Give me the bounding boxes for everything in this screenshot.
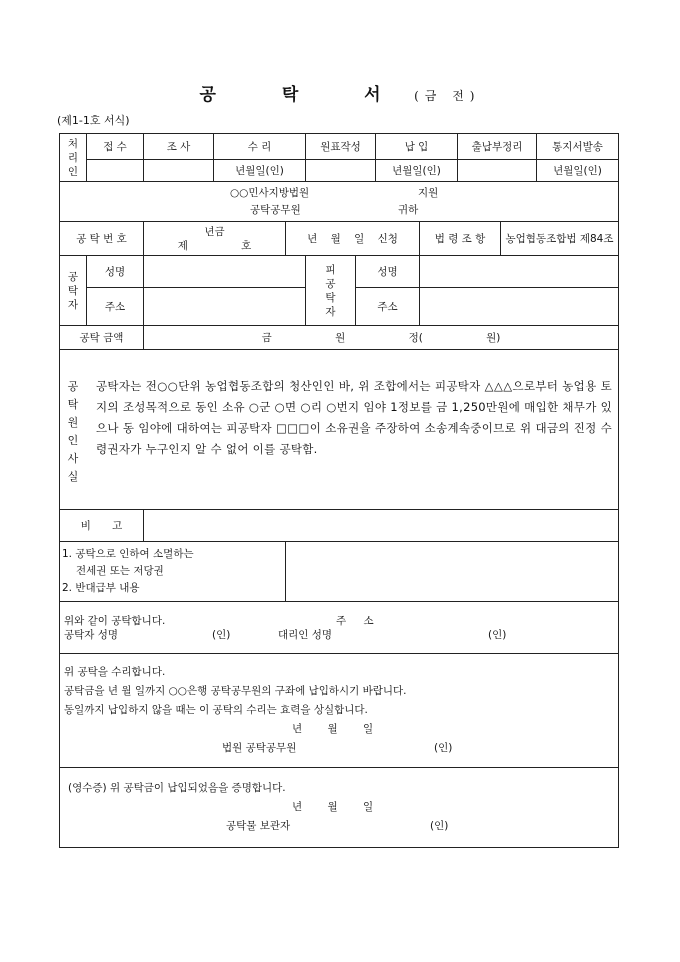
depositee-address[interactable]: [420, 288, 619, 326]
header-payment: 납 입: [376, 134, 458, 160]
extinguish-line3: 2. 반대급부 내용: [62, 582, 140, 594]
amount-value[interactable]: 금 원 정( 원): [144, 326, 619, 350]
value-payment[interactable]: 년월일(인): [376, 160, 458, 182]
extinguish-line2: 전세권 또는 저당권: [76, 565, 164, 577]
title-sub: (금 전): [414, 89, 481, 103]
depositor-seal[interactable]: (인): [212, 628, 231, 641]
acceptance-row: [60, 654, 619, 768]
case-number-value[interactable]: [144, 222, 286, 256]
case-number: 제 호: [177, 239, 252, 252]
depositee-name-label: 성명: [356, 256, 420, 288]
depositor-name-label: 성명: [87, 256, 144, 288]
deposit-form-table: [59, 133, 619, 848]
acceptance-line2: 공탁금을 년 월 일까지 ○○은행 공탁공무원의 구좌에 납입하시기 바랍니다.: [64, 685, 407, 697]
cause-cell: [60, 350, 619, 510]
declaration-text: 위와 같이 공탁합니다.: [64, 614, 166, 627]
receipt-seal[interactable]: (인): [430, 820, 449, 832]
agent-signature-label: 대리인 성명: [278, 628, 333, 641]
header-acceptance: 수 리: [214, 134, 306, 160]
document-title: [0, 80, 680, 105]
declaration-cell: [60, 602, 619, 654]
processing-header-row: [60, 134, 619, 160]
processing-label: 처 리 인: [60, 134, 87, 182]
processing-value-row: [60, 160, 619, 182]
cause-row: [60, 350, 619, 510]
addressee-row: [60, 182, 619, 222]
receipt-line1: (영수증) 위 공탁금이 납입되었음을 증명합니다.: [68, 782, 286, 794]
court-name: ○○민사지방법원: [230, 186, 310, 199]
receipt-cell: [60, 768, 619, 848]
acceptance-line3: 동일까지 납입하지 않을 때는 이 공탁의 수리는 효력을 상실합니다.: [64, 704, 368, 716]
honorific-label: 귀하: [398, 203, 419, 216]
title-main: 공 탁 서: [199, 85, 411, 105]
receipt-keeper: 공탁물 보관자: [226, 820, 291, 832]
remarks-label: 비 고: [60, 510, 144, 542]
acceptance-cell: [60, 654, 619, 768]
cause-label: 공 탁 원 인 사 실: [67, 379, 79, 483]
depositor-label: 공 탁 자: [60, 256, 87, 326]
value-receipt[interactable]: [87, 160, 144, 182]
acceptance-line1: 위 공탁을 수리합니다.: [64, 666, 166, 678]
depositor-name[interactable]: [144, 256, 306, 288]
extinguish-value[interactable]: [286, 542, 619, 602]
value-notice[interactable]: 년월일(인): [537, 160, 619, 182]
header-investigation: 조 사: [144, 134, 214, 160]
form-number: (제1-1호 서식): [57, 114, 130, 127]
law-label: 법 령 조 항: [420, 222, 501, 256]
application-date[interactable]: 년 월 일 신청: [286, 222, 420, 256]
depositee-label: 피 공 탁 자: [306, 256, 356, 326]
value-acceptance[interactable]: 년월일(인): [214, 160, 306, 182]
value-investigation[interactable]: [144, 160, 214, 182]
declaration-row: [60, 602, 619, 654]
case-year: 년금: [204, 225, 225, 238]
address-label: 주 소: [336, 614, 374, 627]
header-receipt: 접 수: [87, 134, 144, 160]
depositee-address-label: 주소: [356, 288, 420, 326]
extinguish-label: [60, 542, 286, 602]
amount-row: [60, 326, 619, 350]
case-number-label: 공 탁 번 호: [60, 222, 144, 256]
acceptance-seal[interactable]: (인): [434, 742, 453, 754]
depositor-signature-label: 공탁자 성명: [64, 628, 119, 641]
header-notice: 통지서발송: [537, 134, 619, 160]
depositee-name[interactable]: [420, 256, 619, 288]
remarks-value[interactable]: [144, 510, 619, 542]
header-ledger: 원표작성: [306, 134, 376, 160]
cause-text[interactable]: 공탁자는 전○○단위 농업협동조합의 청산인인 바, 위 조합에서는 피공탁자 △△△으로부터 농업용 토지의 조성목적으로 동인 소유 ○군 ○면 ○리 ○번지 임야 1정보를 금 1,250만원에 매입한 채무가 있으나 동 임야에 대하여는 피공탁자 □□□이 소유권을 주장하여 소송계속중이므로 위 대금의 진정 수령권자가 누구인지 알 수 없어 이를 공탁함.: [96, 378, 613, 456]
extinguish-row: [60, 542, 619, 602]
remarks-row: [60, 510, 619, 542]
case-row: [60, 222, 619, 256]
officer-label: 공탁공무원: [250, 203, 301, 216]
law-value[interactable]: 농업협동조합법 제84조: [501, 222, 619, 256]
header-cash-book: 출납부정리: [458, 134, 537, 160]
receipt-date: 년 월 일: [292, 801, 374, 813]
depositor-address[interactable]: [144, 288, 306, 326]
extinguish-line1: 1. 공탁으로 인하여 소멸하는: [62, 548, 194, 560]
agent-seal[interactable]: (인): [488, 628, 507, 641]
addressee-cell: [60, 182, 619, 222]
party-name-row: [60, 256, 619, 288]
branch-label: 지원: [418, 186, 439, 199]
receipt-row: [60, 768, 619, 848]
acceptance-date: 년 월 일: [292, 723, 374, 735]
acceptance-officer: 법원 공탁공무원: [222, 742, 297, 754]
value-ledger[interactable]: [306, 160, 376, 182]
depositor-address-label: 주소: [87, 288, 144, 326]
value-cash-book[interactable]: [458, 160, 537, 182]
amount-label: 공탁 금액: [60, 326, 144, 350]
